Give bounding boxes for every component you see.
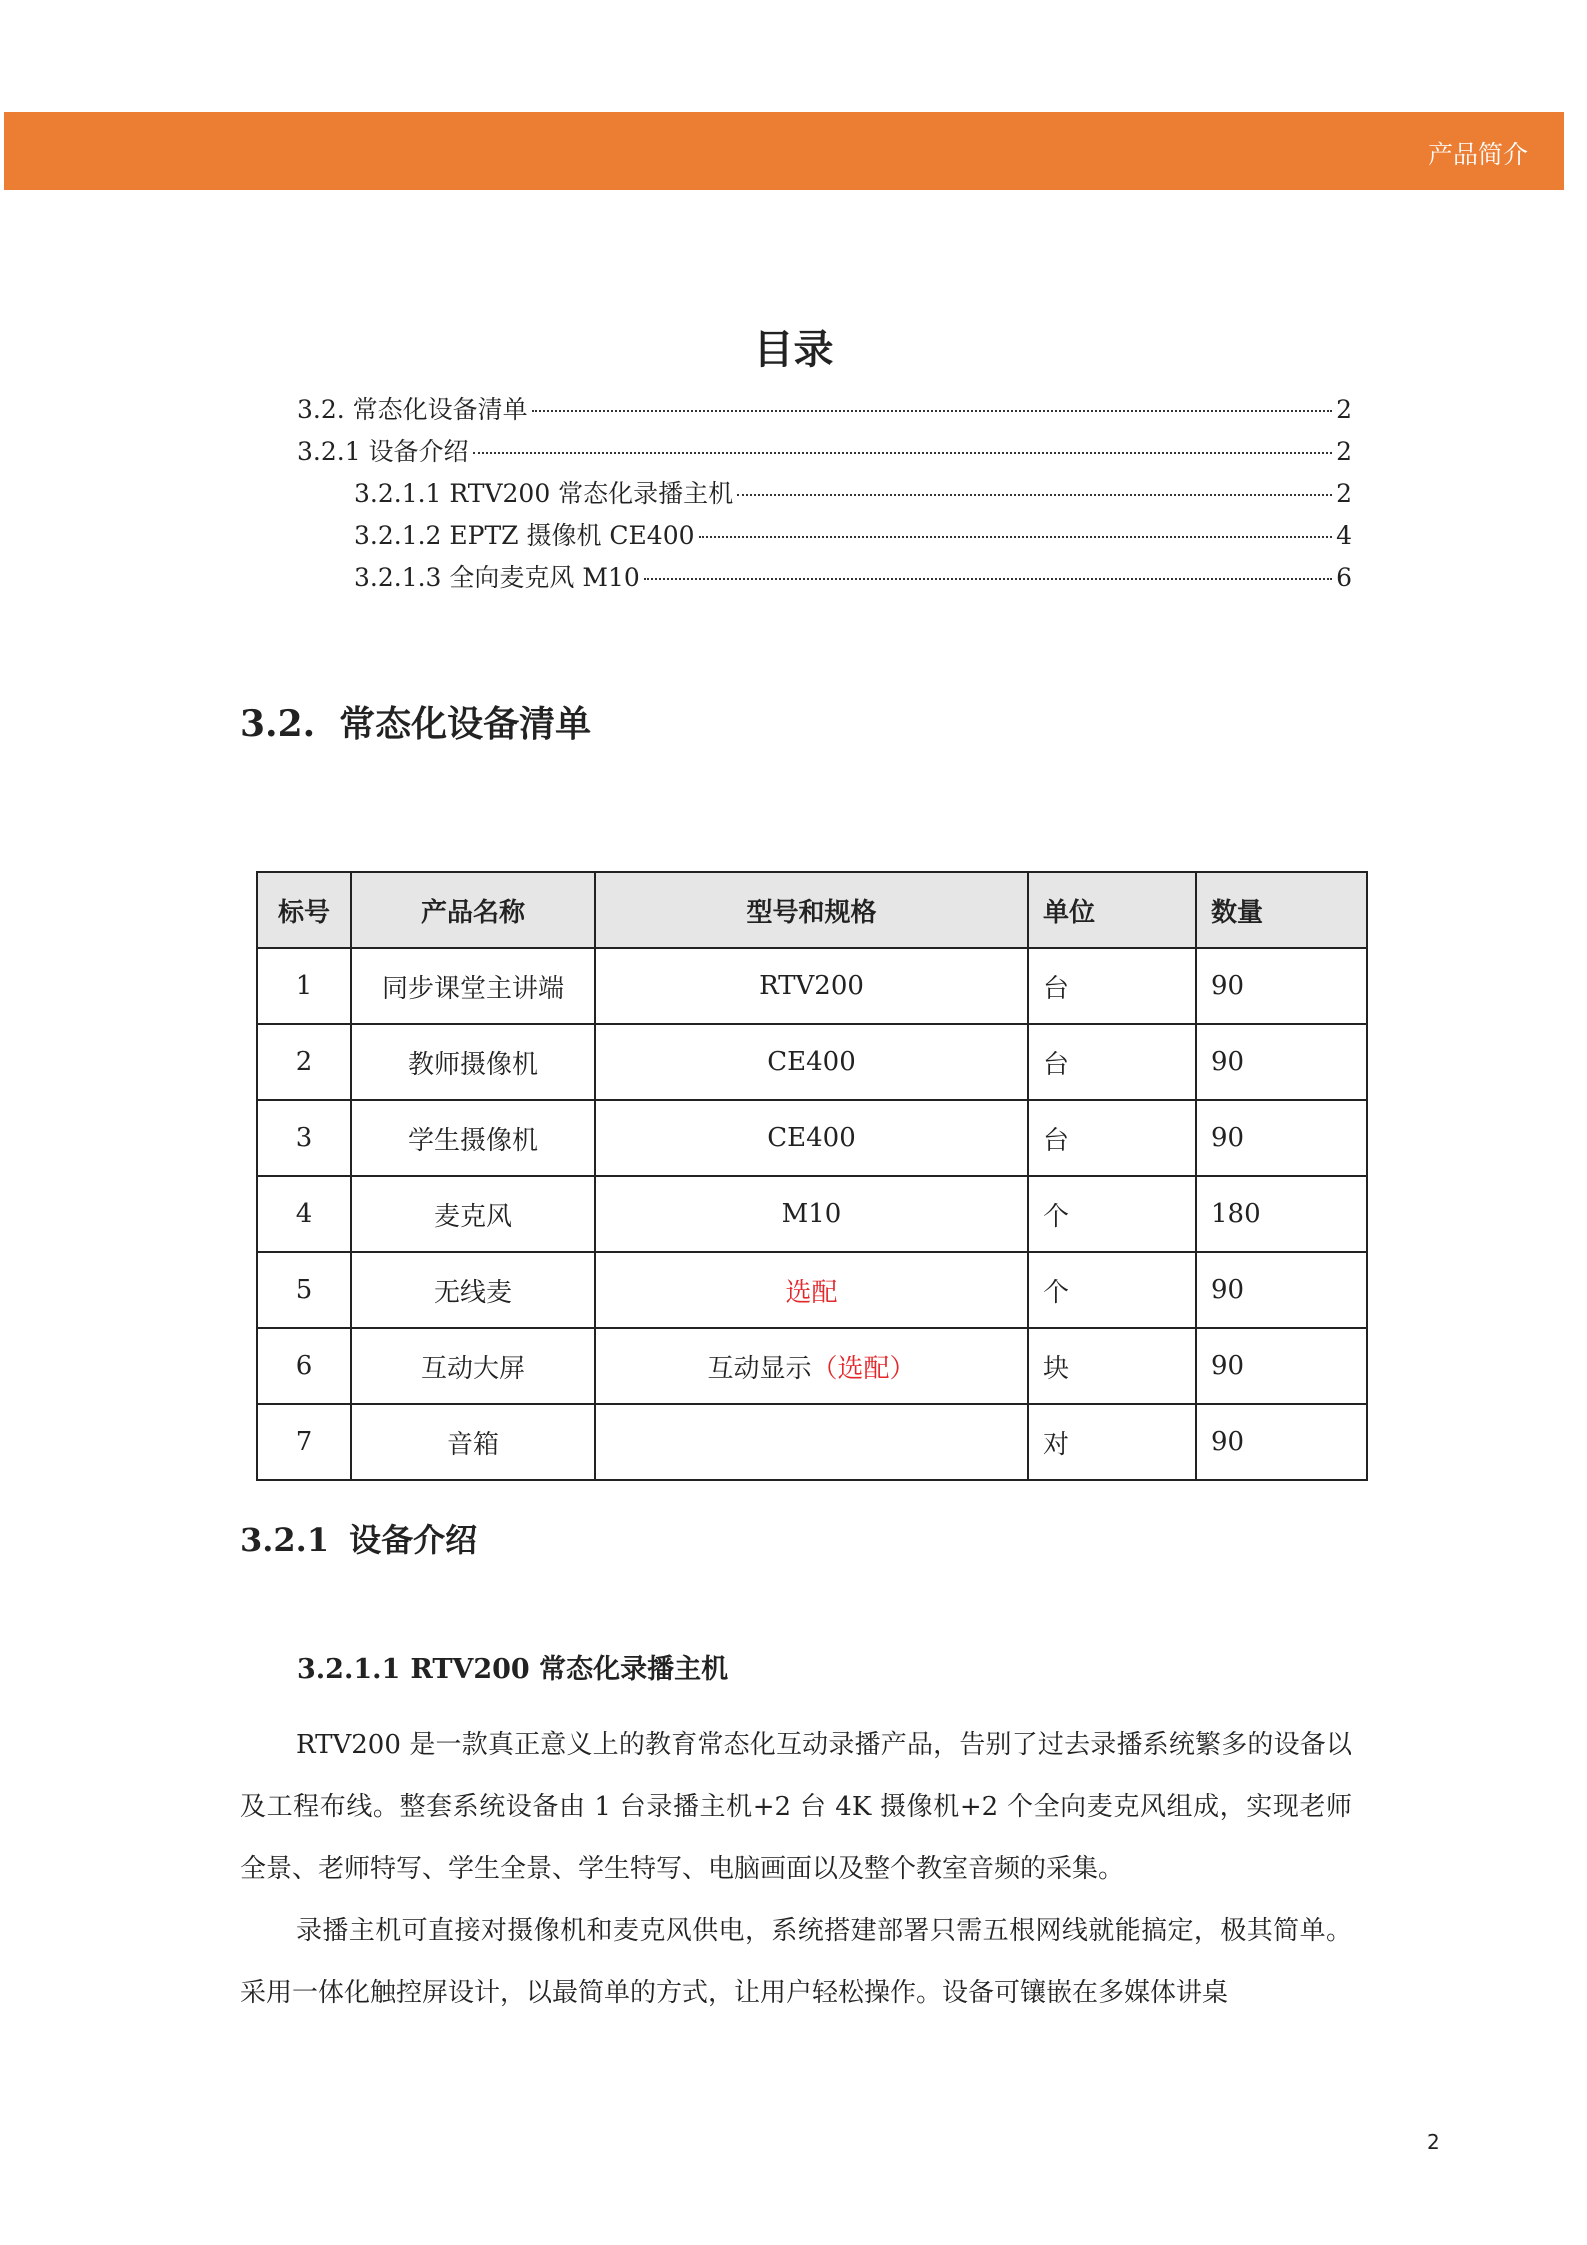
column-header-unit: 单位: [1028, 872, 1196, 948]
column-header-product-name: 产品名称: [351, 872, 595, 948]
table-row: [257, 1176, 1367, 1252]
cell-quantity: 180: [1196, 1176, 1367, 1252]
cell-quantity: 90: [1196, 948, 1367, 1024]
toc-item-label: 3.2.1.3 全向麦克风 M10: [354, 563, 640, 592]
cell-number: 5: [257, 1252, 351, 1328]
cell-number: 4: [257, 1176, 351, 1252]
toc-item-page: 2: [1336, 479, 1352, 508]
body-paragraph: RTV200 是一款真正意义上的教育常态化互动录播产品，告别了过去录播系统繁多的设备以及工程布线。整套系统设备由 1 台录播主机+2 台 4K 摄像机+2 个全向麦克风组成，实现老师全景、老师特写、学生全景、学生特写、电脑画面以及整个教室音频的采集。: [240, 1730, 1352, 1884]
toc-item[interactable]: [297, 390, 1352, 428]
toc-item[interactable]: [354, 474, 1352, 512]
cell-quantity: 90: [1196, 1404, 1367, 1480]
cell-unit: 台: [1028, 1024, 1196, 1100]
model-text: M10: [781, 1199, 842, 1229]
toc-leader-dots: [644, 578, 1332, 580]
cell-quantity: 90: [1196, 1328, 1367, 1404]
toc-item-label: 3.2.1 设备介绍: [297, 437, 469, 466]
cell-model: [595, 1328, 1028, 1404]
table-row: [257, 1328, 1367, 1404]
cell-product-name: 无线麦: [351, 1252, 595, 1328]
header-title: 产品简介: [1427, 140, 1528, 169]
cell-model: [595, 1252, 1028, 1328]
model-text: CE400: [767, 1047, 856, 1077]
section-title: 常态化设备清单: [339, 703, 592, 745]
table-row: [257, 1100, 1367, 1176]
cell-model: [595, 1176, 1028, 1252]
section-number: 3.2.1: [240, 1521, 330, 1559]
table-row: [257, 1024, 1367, 1100]
cell-quantity: 90: [1196, 1024, 1367, 1100]
toc-item-label: 3.2. 常态化设备清单: [297, 395, 528, 424]
cell-product-name: 音箱: [351, 1404, 595, 1480]
toc-leader-dots: [473, 452, 1333, 454]
toc-item[interactable]: [354, 516, 1352, 554]
toc-item-label: 3.2.1.1 RTV200 常态化录播主机: [354, 479, 734, 508]
cell-unit: 个: [1028, 1176, 1196, 1252]
section-title: RTV200 常态化录播主机: [410, 1654, 729, 1685]
header-band: [4, 112, 1564, 190]
cell-product-name: 同步课堂主讲端: [351, 948, 595, 1024]
cell-quantity: 90: [1196, 1252, 1367, 1328]
column-header-quantity: 数量: [1196, 872, 1367, 948]
model-optional-note: 选配: [785, 1277, 838, 1308]
cell-product-name: 教师摄像机: [351, 1024, 595, 1100]
cell-quantity: 90: [1196, 1100, 1367, 1176]
toc-leader-dots: [699, 536, 1333, 538]
toc-item-page: 4: [1336, 521, 1352, 550]
section-number: 3.2.1.1: [297, 1654, 401, 1685]
model-optional-note: （选配）: [811, 1353, 916, 1384]
cell-number: 1: [257, 948, 351, 1024]
cell-unit: 个: [1028, 1252, 1196, 1328]
toc-item[interactable]: [297, 432, 1352, 470]
cell-model: [595, 948, 1028, 1024]
toc-heading: 目录: [753, 326, 834, 373]
cell-number: 6: [257, 1328, 351, 1404]
cell-product-name: 互动大屏: [351, 1328, 595, 1404]
table-row: [257, 948, 1367, 1024]
cell-product-name: 学生摄像机: [351, 1100, 595, 1176]
cell-number: 7: [257, 1404, 351, 1480]
table-header-row: [257, 872, 1367, 948]
cell-model: [595, 1404, 1028, 1480]
cell-unit: 台: [1028, 948, 1196, 1024]
equipment-table: [256, 871, 1368, 1481]
toc-leader-dots: [737, 494, 1332, 496]
toc-item-page: 2: [1336, 395, 1352, 424]
cell-number: 3: [257, 1100, 351, 1176]
table-row: [257, 1252, 1367, 1328]
section-heading-3-2-1: [240, 1515, 477, 1561]
body-paragraph: 录播主机可直接对摄像机和麦克风供电，系统搭建部署只需五根网线就能搞定，极其简单。采用一体化触控屏设计，以最简单的方式，让用户轻松操作。设备可镶嵌在多媒体讲桌: [240, 1916, 1352, 2008]
cell-unit: 台: [1028, 1100, 1196, 1176]
model-text: 互动显示: [707, 1353, 812, 1384]
cell-model: [595, 1100, 1028, 1176]
toc-item-label: 3.2.1.2 EPTZ 摄像机 CE400: [354, 521, 695, 550]
table-row: [257, 1404, 1367, 1480]
cell-unit: 块: [1028, 1328, 1196, 1404]
toc-item[interactable]: [354, 558, 1352, 596]
model-text: RTV200: [759, 971, 864, 1001]
column-header-number: 标号: [257, 872, 351, 948]
toc-leader-dots: [532, 410, 1332, 412]
section-title: 设备介绍: [349, 1521, 478, 1559]
section-heading-3-2: [240, 696, 591, 747]
section-heading-3-2-1-1: [297, 1647, 728, 1686]
model-text: CE400: [767, 1123, 856, 1153]
cell-model: [595, 1024, 1028, 1100]
column-header-model-spec: 型号和规格: [595, 872, 1028, 948]
page-number: 2: [1427, 2130, 1440, 2154]
toc-item-page: 6: [1336, 563, 1352, 592]
toc-item-page: 2: [1336, 437, 1352, 466]
cell-number: 2: [257, 1024, 351, 1100]
section-number: 3.2.: [240, 703, 316, 745]
cell-unit: 对: [1028, 1404, 1196, 1480]
cell-product-name: 麦克风: [351, 1176, 595, 1252]
